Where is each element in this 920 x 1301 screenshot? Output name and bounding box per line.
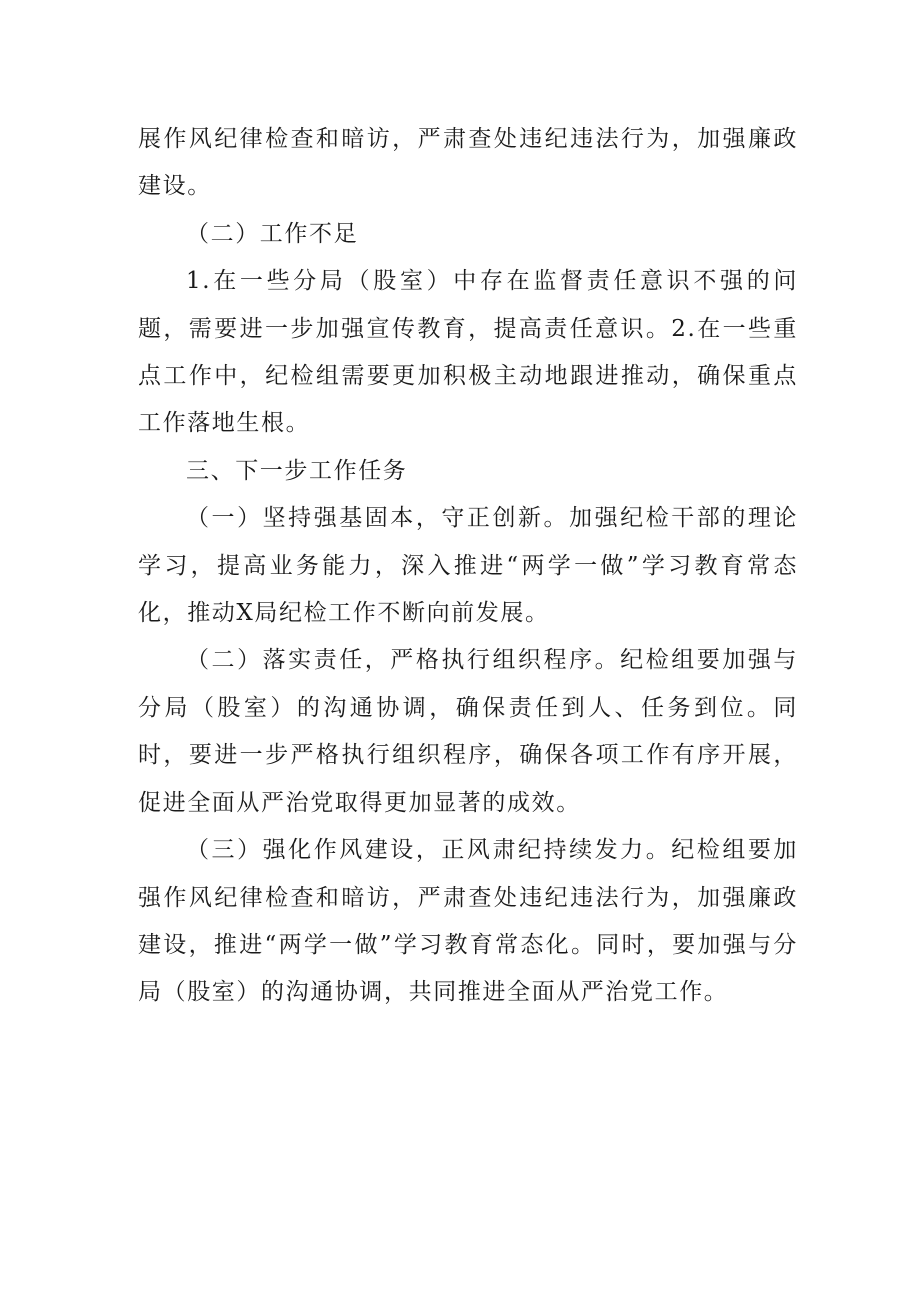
paragraph-task-2: （二）落实责任，严格执行组织程序。纪检组要加强与分局（股室）的沟通协调，确保责任到人、任务到位。同时，要进一步严格执行组织程序，确保各项工作有序开展，促进全面从严治党取得更加显著的成效。 bbox=[138, 647, 798, 816]
section-heading-work-shortcomings: （二）工作不足 bbox=[186, 220, 359, 247]
paragraph-shortcomings: 1.在一些分局（股室）中存在监督责任意识不强的问题，需要进一步加强宣传教育，提高责任意识。2.在一些重点工作中，纪检组需要更加积极主动地跟进推动，确保重点工作落地生根。 bbox=[138, 268, 798, 437]
section-heading-next-tasks: 三、下一步工作任务 bbox=[186, 457, 408, 484]
paragraph-task-3: （三）强化作风建设，正风肃纪持续发力。纪检组要加强作风纪律检查和暗访，严肃查处违纪违法行为，加强廉政建设，推进“两学一做”学习教育常态化。同时，要加强与分局（股室）的沟通协调，共同推进全面从严治党工作。 bbox=[138, 837, 798, 1006]
document-body bbox=[138, 116, 798, 1017]
paragraph-task-1: （一）坚持强基固本，守正创新。加强纪检干部的理论学习，提高业务能力，深入推进“两学一做”学习教育常态化，推动X局纪检工作不断向前发展。 bbox=[138, 505, 798, 627]
paragraph-continuation: 展作风纪律检查和暗访，严肃查处违纪违法行为，加强廉政建设。 bbox=[138, 126, 798, 200]
